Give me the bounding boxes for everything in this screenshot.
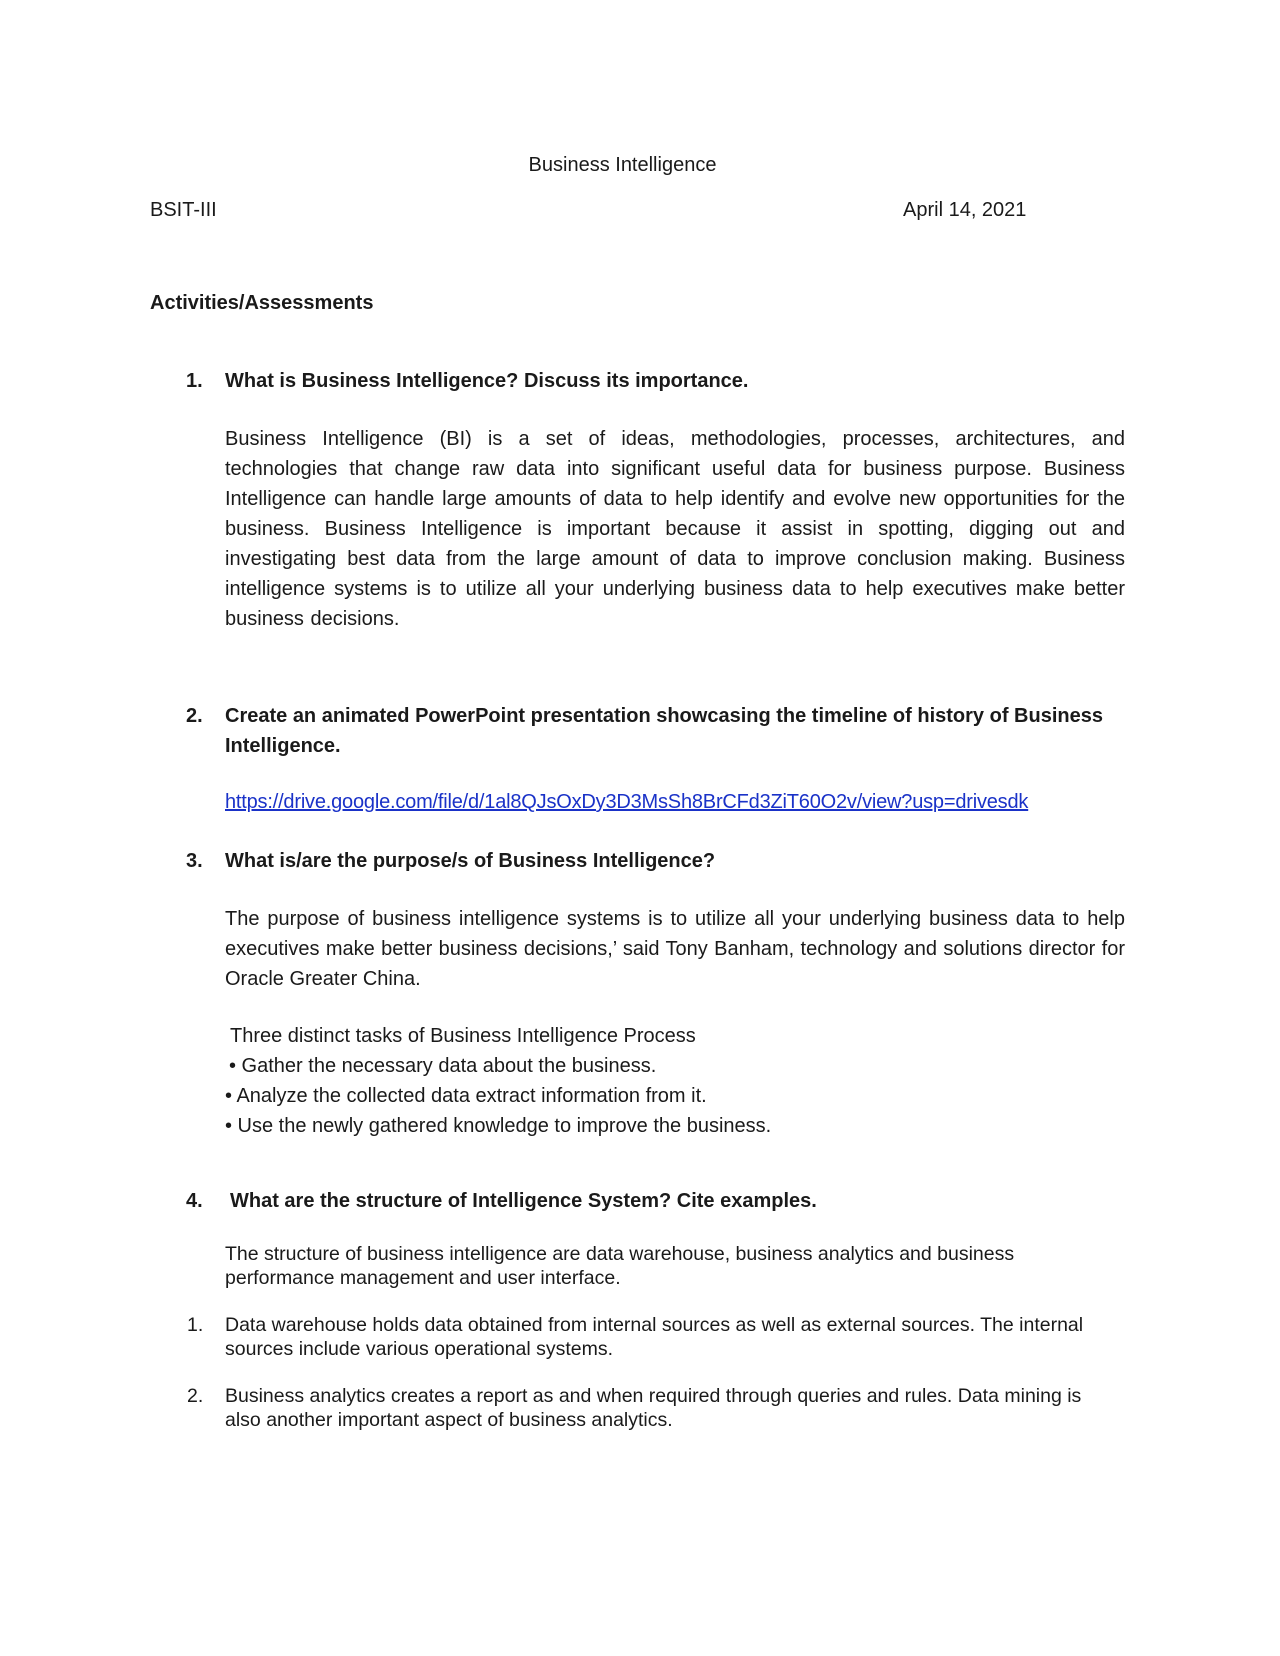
structure-item-1-text: Data warehouse holds data obtained from internal sources as well as external sources. The internal sources include various operational systems.: [225, 1314, 1084, 1360]
answer-4-paragraph: The structure of business intelligence are data warehouse, business analytics and business performance management and user interface.: [225, 1243, 1015, 1289]
tasks-list: [225, 1051, 771, 1141]
question-1-number: 1.: [186, 370, 203, 392]
question-4-text: What are the structure of Intelligence System? Cite examples.: [230, 1190, 817, 1212]
tasks-heading: Three distinct tasks of Business Intelligence Process: [230, 1025, 696, 1047]
question-2-number: 2.: [186, 705, 203, 727]
presentation-link[interactable]: https://drive.google.com/file/d/1al8QJsOxDy3D3MsSh8BrCFd3ZiT60O2v/view?usp=drivesdk: [225, 791, 1029, 813]
structure-item-2-text: Business analytics creates a report as and when required through queries and rules. Data mining is also another important aspect of business analytics.: [225, 1385, 1082, 1431]
task-item: • Use the newly gathered knowledge to improve the business.: [225, 1115, 772, 1137]
task-item: • Analyze the collected data extract information from it.: [225, 1085, 707, 1107]
structure-item-2-number: 2.: [187, 1385, 204, 1407]
course-label: BSIT-III: [150, 199, 217, 221]
task-item: • Gather the necessary data about the business.: [229, 1055, 657, 1077]
question-3-number: 3.: [186, 850, 203, 872]
question-1-text: What is Business Intelligence? Discuss its importance.: [225, 370, 749, 392]
structure-item-1-number: 1.: [187, 1314, 204, 1336]
question-4-number: 4.: [186, 1190, 203, 1212]
document-title: Business Intelligence: [528, 154, 717, 176]
question-3-text: What is/are the purpose/s of Business Intelligence?: [225, 850, 716, 872]
answer-1-paragraph: Business Intelligence (BI) is a set of ideas, methodologies, processes, architectures, and technologies that change raw data into significant useful data for business purpose. Business Intelligence can handle large amounts of data to help identify and evolve new opportunities for the business. Business Intelligence is important because it assist in spotting, digging out and investigating best data from the large amount of data to improve conclusion making. Business intelligence systems is to utilize all your underlying business data to help executives make better business decisions.: [225, 428, 1125, 630]
question-2-text: Create an animated PowerPoint presentation showcasing the timeline of history of Business Intelligence.: [225, 705, 1103, 757]
section-heading: Activities/Assessments: [150, 292, 374, 314]
date-label: April 14, 2021: [903, 199, 1027, 221]
answer-3-paragraph: The purpose of business intelligence systems is to utilize all your underlying business data to help executives make better business decisions,’ said Tony Banham, technology and solutions director for Oracle Greater China.: [225, 908, 1125, 990]
